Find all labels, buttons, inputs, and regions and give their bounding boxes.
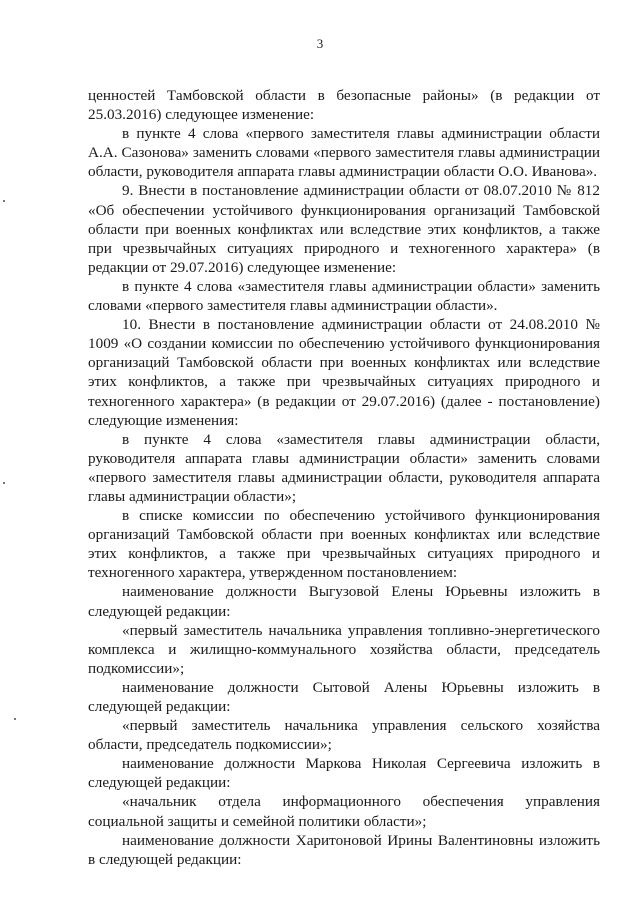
- scan-speck: [14, 718, 16, 720]
- paragraph: «начальник отдела информационного обеспечения управления социальной защиты и семейной политики области»;: [88, 793, 600, 830]
- paragraph: «первый заместитель начальника управления топливно-энергетического комплекса и жилищно-коммунального хозяйства области, председатель подкомиссии»;: [88, 621, 600, 677]
- paragraph: 9. Внести в постановление администрации области от 08.07.2010 № 812 «Об обеспечении устойчивого функционирования организаций Тамбовской области при военных конфликтах или вследствие этих конфликтов, а также при чрезвычайных ситуациях природного и техногенного характера» (в редакции от 29.07.2016) следующее изменение:: [88, 182, 600, 276]
- paragraph: наименование должности Харитоновой Ирины Валентиновны изложить в следующей редакции:: [88, 831, 600, 868]
- paragraph: в списке комиссии по обеспечению устойчивого функционирования организаций Тамбовской области при военных конфликтах или вследствие этих конфликтов, а также при чрезвычайных ситуациях природного и техногенного характера, утвержденном постановлением:: [88, 507, 600, 582]
- paragraph: «первый заместитель начальника управления сельского хозяйства области, председатель подкомиссии»;: [88, 717, 600, 754]
- document-body: [88, 86, 600, 869]
- paragraph: в пункте 4 слова «заместителя главы администрации области» заменить словами «первого заместителя главы администрации области».: [88, 277, 600, 315]
- paragraph: наименование должности Маркова Николая Сергеевича изложить в следующей редакции:: [88, 755, 600, 792]
- scan-speck: [3, 200, 5, 202]
- paragraph: ценностей Тамбовской области в безопасные районы» (в редакции от 25.03.2016) следующее изменение:: [88, 87, 600, 124]
- paragraph: наименование должности Сытовой Алены Юрьевны изложить в следующей редакции:: [88, 678, 600, 715]
- paragraph: 10. Внести в постановление администрации области от 24.08.2010 № 1009 «О создании комиссии по обеспечению устойчивого функционирования организаций Тамбовской области при военных конфликтах или вследствие этих конфликтов, а также при чрезвычайных ситуациях природного и техногенного характера» (в редакции от 29.07.2016) (далее - постановление) следующие изменения:: [88, 316, 600, 429]
- page-number: 3: [316, 36, 324, 51]
- paragraph: наименование должности Выгузовой Елены Юрьевны изложить в следующей редакции:: [88, 583, 600, 620]
- paragraph: в пункте 4 слова «заместителя главы администрации области, руководителя аппарата главы администрации области» заменить словами «первого заместителя главы администрации области, руководителя аппарата главы администрации области»;: [88, 430, 600, 505]
- paragraph: в пункте 4 слова «первого заместителя главы администрации области А.А. Сазонова» заменить словами «первого заместителя главы администрации области, руководителя аппарата главы администрации области О.О. Иванова».: [88, 125, 600, 181]
- scan-speck: [3, 482, 5, 484]
